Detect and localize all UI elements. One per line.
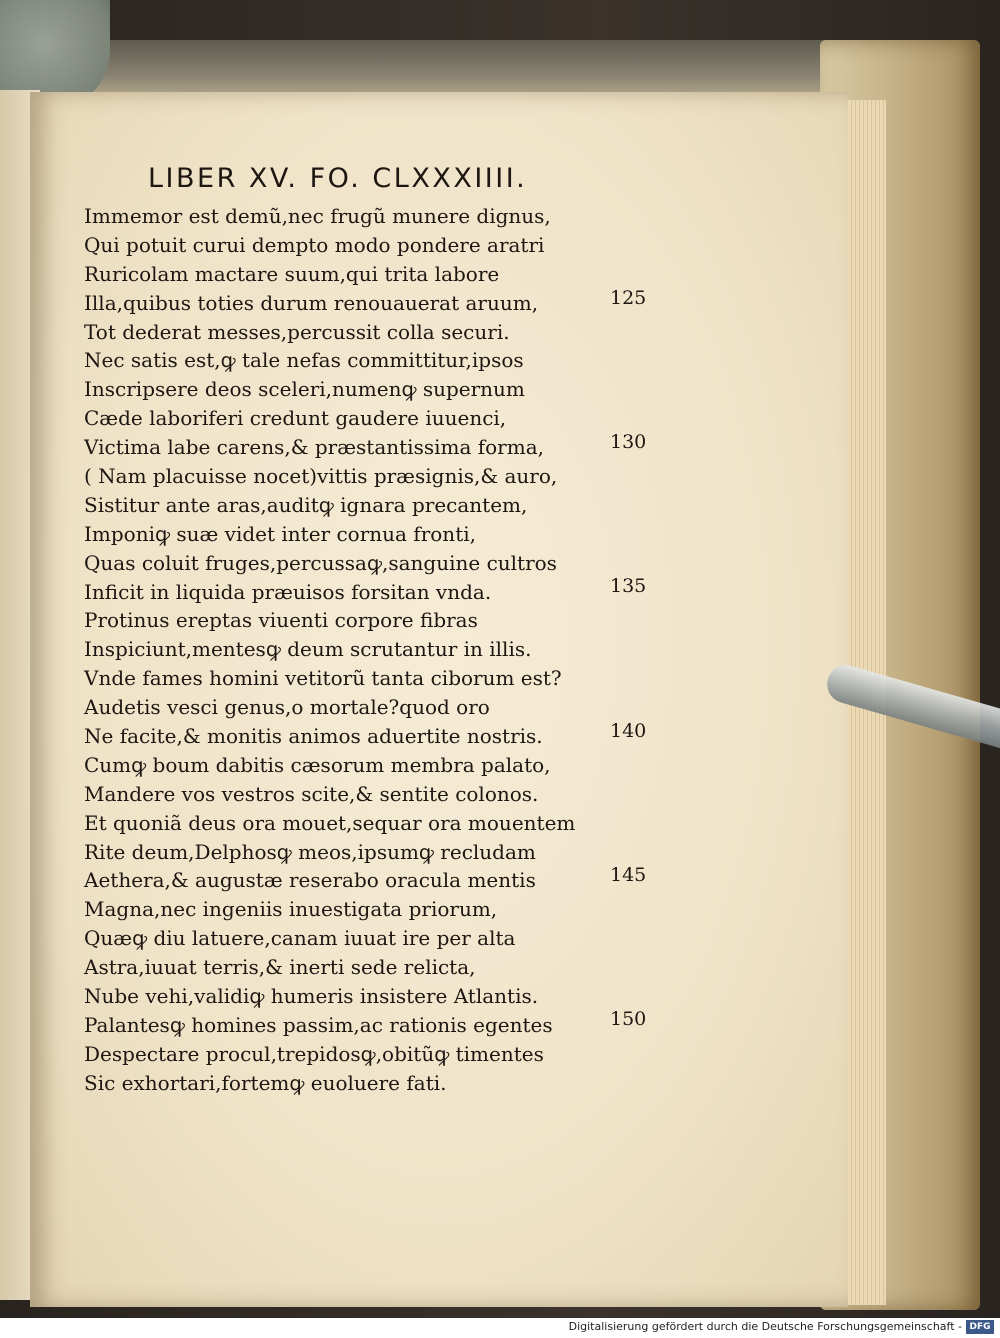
verse-line: Nube vehi,validiꝙ humeris insistere Atlantis. [84, 984, 539, 1009]
verse-line: Imponiꝙ suæ videt inter cornua fronti, [84, 521, 476, 546]
verse-line: Audetis vesci genus,o mortale?quod oro [84, 695, 490, 720]
verse-line: Protinus ereptas viuenti corpore fibras [84, 608, 478, 633]
verse-line: Cæde laboriferi credunt gaudere iuuenci, [84, 406, 507, 431]
line-number: 140 [610, 720, 647, 742]
verse-line: Quæꝙ diu latuere,canam iuuat ire per alta [84, 926, 516, 951]
line-number: 150 [610, 1008, 647, 1030]
line-number: 145 [610, 864, 647, 886]
line-number: 135 [610, 575, 647, 597]
verse-line: Mandere vos vestros scite,& sentite colonos. [84, 781, 539, 806]
verse-text [84, 202, 604, 1098]
verse-line: Magna,nec ingeniis inuestigata priorum, [84, 897, 498, 922]
verse-line: Qui potuit curui dempto modo pondere aratri [84, 232, 545, 257]
verse-line: Victima labe carens,& præstantissima forma, [84, 435, 544, 460]
verse-line: Aethera,& augustæ reserabo oracula mentis [84, 868, 536, 893]
footer-bar [0, 1318, 1000, 1338]
verse-line: Illa,quibus toties durum renouauerat aruum, [84, 290, 539, 315]
verse-line: Palantesꝙ homines passim,ac rationis egentes [84, 1012, 553, 1037]
line-number: 130 [610, 431, 647, 453]
running-header: LIBER XV. FO. CLXXXIIII. [148, 163, 528, 194]
verse-line: Inscripsere deos sceleri,numenꝙ supernum [84, 377, 525, 402]
verse-line: Cumꝙ boum dabitis cæsorum membra palato, [84, 752, 551, 777]
verse-line: Immemor est demũ,nec frugũ munere dignus, [84, 204, 551, 228]
funding-credit: Digitalisierung gefördert durch die Deutsche Forschungsgemeinschaft - [568, 1320, 962, 1333]
verse-line: Ne facite,& monitis animos aduertite nostris. [84, 724, 543, 749]
line-number: 125 [610, 287, 647, 309]
verse-line: Quas coluit fruges,percussaꝙ,sanguine cultros [84, 550, 557, 575]
verse-line: Astra,iuuat terris,& inerti sede relicta, [84, 955, 476, 980]
verse-line: Rite deum,Delphosꝙ meos,ipsumꝙ recludam [84, 839, 536, 864]
verse-line: Et quoniã deus ora mouet,sequar ora mouentem [84, 810, 576, 835]
verse-line: Ruricolam mactare suum,qui trita labore [84, 261, 500, 286]
verse-line: ( Nam placuisse nocet)vittis præsignis,& auro, [84, 464, 558, 489]
verse-line: Vnde fames homini vetitorũ tanta ciborum est? [84, 666, 562, 691]
verse-line: Inficit in liquida præuisos forsitan vnda. [84, 579, 492, 604]
verse-line: Despectare procul,trepidosꝙ,obitũꝙ timentes [84, 1041, 544, 1066]
verse-line: Inspiciunt,mentesꝙ deum scrutantur in illis. [84, 637, 532, 662]
verse-line: Sistitur ante aras,auditꝙ ignara precantem, [84, 492, 528, 517]
verse-line: Tot dederat messes,percussit colla securi. [84, 319, 510, 344]
verse-line: Sic exhortari,fortemꝙ euoluere fati. [84, 1070, 447, 1095]
verse-line: Nec satis est,ꝙ tale nefas committitur,ipsos [84, 348, 524, 373]
dfg-logo: DFG [966, 1320, 994, 1334]
